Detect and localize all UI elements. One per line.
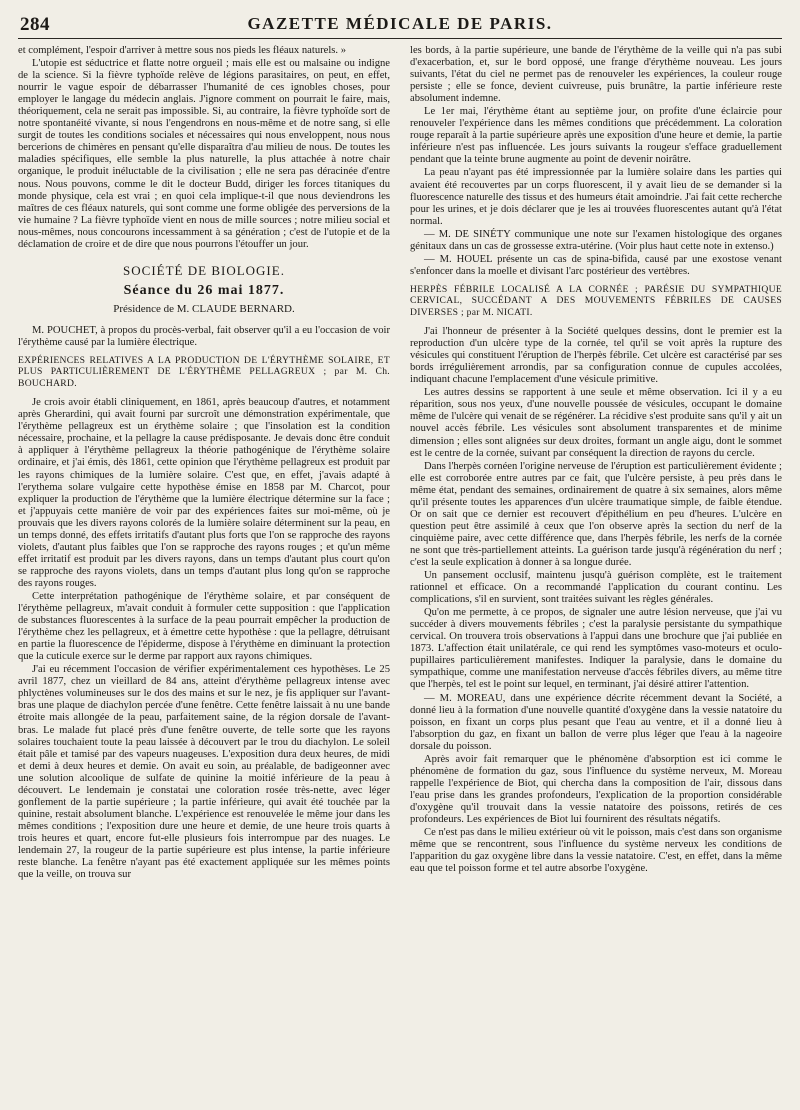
paragraph: — M. MOREAU, dans une expérience décrite récemment devant la Société, a donné lieu à la formation d'une nouvelle quantité d'oxygène dans la vessie natatoire du poisson, en fixant un corps plus pesant que l'eau au ventre, et il a donné lieu à l'absorption du gaz, en fixant un ballon de verre plus léger que l'eau à la nageoire dorsale du poisson. [410,692,782,752]
society-title: SOCIÉTÉ DE BIOLOGIE. [123,262,285,278]
left-column [18,45,390,1103]
paragraph: Un pansement occlusif, maintenu jusqu'à guérison complète, est le traitement rationnel et efficace. On a recommandé l'application du courant continu. Les complications, s'il en survient, sont traitées suivant les règles générales. [410,570,782,606]
page-header [18,12,782,39]
text-columns [18,45,782,1103]
journal-title: GAZETTE MÉDICALE DE PARIS. [247,14,553,33]
paragraph: J'ai eu récemment l'occasion de vérifier expérimentalement ces hypothèses. Le 25 avril 1877, chez un vieillard de 84 ans, atteint d'érythème pellagreux intense avec phlyctènes volumineuses sur le dos des mains et sur le nez, je fis appliquer sur l'avant-bras une plaque de diachylon percée d'une fenêtre. Cette fenêtre laissait à nu une bande étroite mais allongée de la peau, parfaitement saine, de la région dorsale de l'avant-bras. Le malade fut placé près d'une fenêtre ouverte, de telle sorte que les rayons solaires touchaient toute la peau laissée à découvert par le trou du diachylon. Le soleil était pâle et tamisé par des vapeurs nuageuses. L'exposition dura deux heures, de midi et demi à deux heures et demie. On avait eu soin, au préalable, de badigeonner avec une solution alcoolique de sulfate de quinine la moitié inférieure de la peau à découvert. Le lendemain je constatai une coloration rosée très-nette, avec léger gonflement de la partie supérieure ; la partie inférieure, qui avait été touchée par la quinine, restait absolument blanche. L'expérience est renouvelée le même jour dans les mêmes conditions ; l'exposition dure une heure et demie, de une heure trois quarts à trois heures et quart, encore fut-elle plusieurs fois interrompue par des nuages. Le lendemain 27, la rougeur de la partie supérieure est plus intense, la partie inférieure reste blanche. La fenêtre n'ayant pas été exactement appliquée sur les mêmes points que la veille, on trouva sur [18,664,390,881]
paragraph: — M. DE SINÉTY communique une note sur l'examen histologique des organes génitaux dans un cas de grossesse extra-utérine. (Voir plus haut cette note in extenso.) [410,228,782,252]
paragraph: Dans l'herpès cornéen l'origine nerveuse de l'éruption est particulièrement évidente ; elle est corroborée entre autres par ce fait, que l'ulcère persiste, à peu près dans le même état, pendant des semaines, ordinairement de quatre à six semaines, alors même qu'il présente toutes les apparences d'un ulcère traumatique simple, de faible étendue. Or on sait que ce dernier est recouvert d'épithélium en peu d'heures. L'ulcère en question peut être assimilé à ceux que l'on observe après la section du nerf de la cinquième paire, avec cette différence que, dans l'herpès fébrile, les nerfs de la cornée ne sont que très-partiellement atteints. La guérison tarde jusqu'à régénération du nerf ; c'est la seule explication à donner à sa longue durée. [410,460,782,568]
paragraph: L'utopie est séductrice et flatte notre orgueil ; mais elle est ou malsaine ou indigne de la science. Si la fièvre typhoïde relève de légions parasitaires, on peut, en effet, nourrir le vague espoir de débarrasser l'humanité de ces ignobles choses, pour employer le langage du médecin anglais. J'ignore comment on pourrait le faire, mais, théoriquement, cela ne serait pas impossible. Si, au contraire, la fièvre typhoïde sort de notre spontanéité vivante, si nous l'engendrons en nous-même et de notre sang, si elle surgit de toutes les conditions sociales et nécessaires qui nous enveloppent, nous nous bercerions de chimères en pensant qu'elle disparaîtra d'au milieu de nous. De toutes les maladies spécifiques, elle semble la plus naturelle, la plus attachée à notre chair organique, le produit inéluctable de la civilisation ; elle ne sera pas déracinée d'entre nous. Nous pouvons, comme le dit le docteur Budd, diriger les forces titaniques du monde physique, cela est vrai ; en quoi cela implique-t-il que nous deviendrons les maîtres de ces fléaux naturels, qui sont comme une forme obligée des perversions de la vie humaine ? La fièvre typhoïde vient en nous de mille sources ; notre milieu social et nous-mêmes, nous concourons incessamment à sa génération ; c'est de l'utopie et de la déclamation de croire et de dire que nous pourrons l'étouffer un jour. [18,58,390,250]
paragraph: Je crois avoir établi cliniquement, en 1861, après beaucoup d'autres, et notamment après Gherardini, qui avait fourni par surcroît une démonstration expérimentale, que l'érythème pellagreux est un érythème solaire ; que l'insolation est la condition nécessaire, prochaine, et la pellagre la cause prédisposante. Je devais donc être conduit à appliquer à l'érythème pellagreux la théorie pathogénique de l'érythème solaire ordinaire, et j'ai émis, dès 1861, cette opinion que l'érythème pellagreux est produit par les rayons chimiques de la lumière solaire. C'est que, en effet, j'avais adapté à l'erythema solare vulgaire cette hypothèse émise en 1858 par M. Charcot, pour expliquer la production de l'érythème que la lumière électrique détermine sur la face ; et j'appuyais cette manière de voir par des expériences faites sur moi-même, où je prouvais que les divers rayons colorés de la lumière solaire déterminent sur la peau, en un temps donné, des effets irritatifs d'autant plus forts que l'on se rapproche des rayons violets, d'autant plus faibles que l'on se rapproche des rayons rouges ; et qu'un même effet irritatif est produit par les divers rayons, dans un temps d'autant plus court qu'on se rapproche des rayons violets, dans un temps d'autant plus long qu'on se rapproche des rayons rouges. [18,397,390,589]
paragraph: Cette interprétation pathogénique de l'érythème solaire, et par conséquent de l'érythème pellagreux, m'avait conduit à formuler cette supposition : que l'application de substances fluorescentes à la surface de la peau pourrait empêcher la production de l'érythème chez les pellagreux, et à émettre cette hypothèse : que la pellagre, détruisant en partie la fluorescence de l'épiderme, dispose à l'érythème en diminuant la protection que la cuticule exerce sur le derme par rapport aux rayons chimiques. [18,591,390,663]
paragraph: Qu'on me permette, à ce propos, de signaler une autre lésion nerveuse, que j'ai vu succéder à divers mouvements fébriles ; c'est la paralysie persistante du sympathique cervical. On trouvera trois observations à l'appui dans une brochure que j'ai publiée en 1873. L'affection était unilatérale, ce qui rend les symptômes vaso-moteurs et oculo-pupillaires particulièrement manifestes. Indiquer la paralysie, dans le domaine du sympathique, comme une manifestation nerveuse d'accès fébriles divers, au même titre que l'herpès, tel est le point sur lequel, en terminant, j'ai désiré attirer l'attention. [410,607,782,691]
paragraph: Les autres dessins se rapportent à une seule et même observation. Ici il y a eu réparition, sous nos yeux, d'une nouvelle poussée de vésicules, occupant le domaine même de l'ulcère qui venait de se régénérer. La récidive s'est produite sans qu'il y ait un nouvel accès fébrile. Les vésicules sont absolument transparentes et de minime dimension ; elles sont alignées sur deux droites, formant un angle aigu, dont le sommet est le centre de la cornée, suivant par conséquent la direction de rayons du cercle. [410,387,782,459]
paragraph: Le 1er mai, l'érythème étant au septième jour, on profite d'une éclaircie pour renouveler l'expérience dans les mêmes conditions que précédemment. La coloration rouge reparaît à la partie supérieure après une exposition d'une heure et demie, la partie inférieure n'est pas influencée. Les jours suivants la rougeur s'efface graduellement pendant que la teinte brune augmente au point de devenir noirâtre. [410,106,782,166]
article-subheading: EXPÉRIENCES RELATIVES A LA PRODUCTION DE L'ÉRYTHÈME SOLAIRE, ET PLUS PARTICULIÈREMENT DE L'ÉRYTHÈME PELLAGREUX ; par M. Ch. BOUCHARD. [18,355,390,389]
paragraph: et complément, l'espoir d'arriver à mettre sous nos pieds les fléaux naturels. » [18,45,347,56]
paragraph: Ce n'est pas dans le milieu extérieur où vit le poisson, mais c'est dans son organisme même que se rencontrent, sous l'influence du système nerveux les conditions de l'apparition du gaz oxygène libre dans la vessie natatoire. C'est, en effet, dans la même eau que tel poisson forme et tel autre absorbe l'oxygène. [410,827,782,875]
page-number: 284 [20,14,50,35]
paragraph: La peau n'ayant pas été impressionnée par la lumière solaire dans les parties qui avaient été recouvertes par un corps fluorescent, il y avait lieu de se demander si la fluorescence naturelle des tissus et des humeurs était amoindrie. J'ai fait cette recherche pour les urines, et je dois déclarer que je les ai trouvées fluorescentes autant qu'à l'état normal. [410,167,782,227]
right-column [410,45,782,1103]
paragraph: J'ai l'honneur de présenter à la Société quelques dessins, dont le premier est la reproduction d'un ulcère type de la cornée, tel qu'il se voit après la rupture des vésicules qui constituent l'éruption de l'herpès fébrile. Cet ulcère est caractérisé par ses bords irrégulièrement arrondis, par sa configuration connue de cupules accolées, indiquant chacune l'emplacement d'une vésicule primitive. [410,326,782,386]
article-subheading: HERPÈS FÉBRILE LOCALISÉ A LA CORNÉE ; PARÉSIE DU SYMPATHIQUE CERVICAL, SUCCÉDANT A DES MOUVEMENTS FÉBRILES DE CAUSES DIVERSES ; par M. NICATI. [410,283,782,318]
seance-heading: Séance du 26 mai 1877. [123,282,285,298]
paragraph: les bords, à la partie supérieure, une bande de l'érythème de la veille qui n'a pas subi d'exacerbation, et, sur le bord opposé, une frange d'érythème nouveau. Les jours suivants, l'état du ciel ne permet pas de renouveler les expériences, la couleur rouge persiste ; elle se fonce, devient cuivreuse, puis brunâtre, la partie inférieure reste absolument indemne. [410,45,782,105]
presidence-line: Présidence de M. CLAUDE BERNARD. [113,302,295,315]
paragraph: Après avoir fait remarquer que le phénomène d'absorption est ici comme le phénomène de formation du gaz, sous l'influence du système nerveux, M. Moreau rappelle l'expérience de Biot, qui chercha dans la composition de l'air, dissous dans l'eau prise dans les grandes profondeurs, l'explication de la proportion considérable d'oxygène qu'il trouvait dans la vessie natatoire des poissons, retirés de ces profondeurs. Les expériences de Biot lui fournirent des résultats négatifs. [410,753,782,825]
paragraph: M. POUCHET, à propos du procès-verbal, fait observer qu'il a eu l'occasion de voir l'érythème causé par la lumière électrique. [18,324,390,348]
paragraph: — M. HOUEL présente un cas de spina-bifida, causé par une exostose venant s'enfoncer dans la moelle et divisant l'arc postérieur des vertèbres. [410,253,782,277]
